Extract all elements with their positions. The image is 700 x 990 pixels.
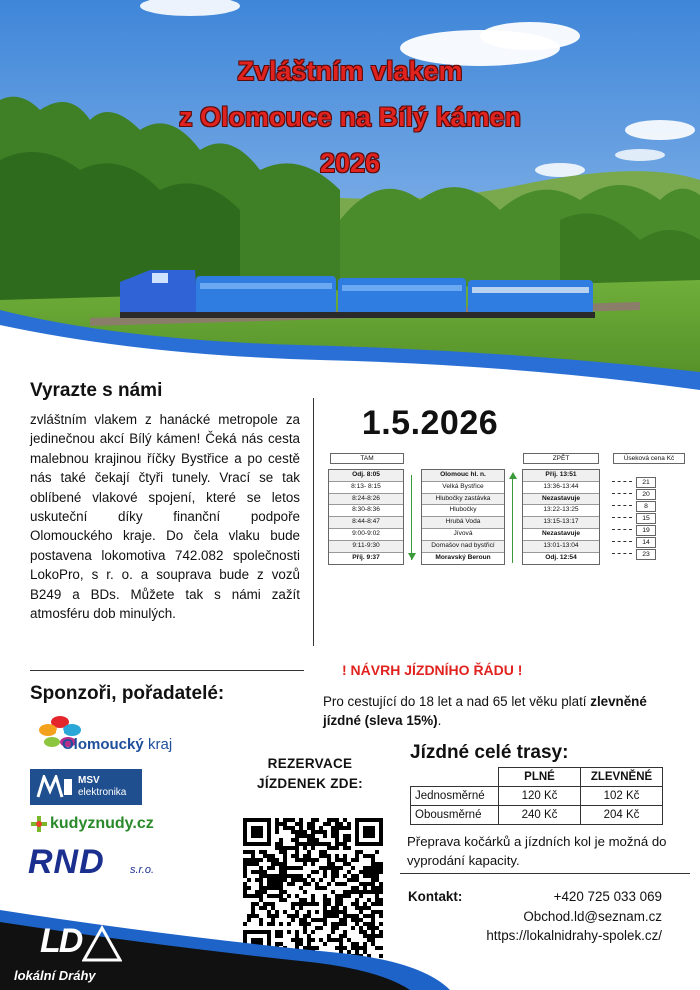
kraj-text: kraj: [148, 736, 173, 753]
olomoucky-kraj-logo[interactable]: [30, 712, 190, 762]
row-label: Jednosměrné: [411, 787, 499, 806]
price-dash: [612, 541, 632, 542]
prices-heading: Jízdné celé trasy:: [410, 742, 569, 763]
mountain-icon: [82, 924, 122, 964]
title-line-2: z Olomouce na Bílý kámen: [178, 102, 522, 132]
reservation-label-line1: REZERVACE: [267, 756, 353, 771]
tam-cell: 9:00-9:02: [329, 529, 403, 541]
contact-email[interactable]: Obchod.ld@seznam.cz: [523, 909, 662, 924]
divider-horizontal: [30, 670, 304, 671]
proposal-heading: ! NÁVRH JÍZDNÍHO ŘÁDU !: [342, 662, 523, 678]
price-table-corner: [411, 768, 499, 787]
station-column: [421, 469, 505, 565]
section-price: 15: [636, 513, 656, 524]
reservation-label-line2: JÍZDENEK ZDE:: [257, 776, 363, 791]
zpet-cell: 13:01-13:04: [523, 541, 599, 553]
contact-divider: [400, 873, 690, 874]
zpet-cell: Příj. 13:51: [523, 470, 599, 482]
arrow-head-down-icon: [408, 553, 416, 560]
tam-column: [328, 469, 404, 565]
kudyznudy-logo[interactable]: [30, 813, 170, 837]
price-table-header: [411, 768, 663, 787]
tam-cell: 8:24-8:26: [329, 494, 403, 506]
sponsors-heading: Sponzoři, pořadatelé:: [30, 683, 225, 704]
msv-mark-icon: [36, 775, 74, 799]
col-reduced: ZLEVNĚNÉ: [581, 768, 663, 787]
zpet-cell: Nezastavuje: [523, 529, 599, 541]
header-price: Úseková cena Kč: [613, 453, 685, 464]
tam-cell: 8:13- 8:15: [329, 482, 403, 494]
contact-label: Kontakt:: [408, 889, 463, 904]
tam-cell: 8:44-8:47: [329, 517, 403, 529]
divider-vertical: [313, 398, 314, 646]
tam-cell: 9:11-9:30: [329, 541, 403, 553]
zpet-cell: 13:22-13:25: [523, 505, 599, 517]
discount-note-prefix: Pro cestující do 18 let a nad 65 let věku platí: [323, 694, 587, 709]
price-dash: [612, 505, 632, 506]
intro-heading: Vyrazte s námi: [30, 380, 163, 401]
price-reduced: 204 Kč: [581, 806, 663, 825]
reservation-label: [240, 754, 380, 794]
kudyznudy-mark-icon: [30, 815, 48, 833]
table-row: [411, 787, 663, 806]
price-reduced: 102 Kč: [581, 787, 663, 806]
price-table: [410, 767, 663, 825]
elektronika-text: elektronika: [78, 787, 127, 798]
title-line-1: Zvláštním vlakem: [237, 56, 463, 86]
down-arrow-icon: [411, 475, 412, 560]
kudyznudy-text: kudyznudy.cz: [50, 815, 154, 832]
discount-note-bold: zlevněné jízdné (sleva 15%): [323, 694, 647, 728]
section-price: 14: [636, 537, 656, 548]
station-cell: Jívová: [422, 529, 504, 541]
station-cell: Hlubočky: [422, 505, 504, 517]
zpet-cell: 13:15-13:17: [523, 517, 599, 529]
header-zpet: ZPĚT: [523, 453, 599, 464]
discount-note: [323, 692, 673, 730]
price-dash: [612, 493, 632, 494]
table-row: [411, 806, 663, 825]
rnd-sro-text: s.r.o.: [130, 864, 155, 876]
stroller-bike-note: Přeprava kočárků a jízdních kol je možná do vyprodání kapacity.: [407, 834, 667, 868]
rnd-logo[interactable]: [28, 844, 168, 884]
lokalni-drahy-logo[interactable]: [10, 920, 130, 990]
price-full: 240 Kč: [499, 806, 581, 825]
station-cell: Hlubočky zastávka: [422, 494, 504, 506]
price-dash: [612, 553, 632, 554]
zpet-cell: Odj. 12:54: [523, 553, 599, 565]
station-cell: Hrubá Voda: [422, 517, 504, 529]
section-price: 8: [636, 501, 656, 512]
header-tam: TAM: [330, 453, 404, 464]
ld-mark: LD: [40, 922, 82, 960]
zpet-column: [522, 469, 600, 565]
station-cell: Velká Bystřice: [422, 482, 504, 494]
col-full: PLNÉ: [499, 768, 581, 787]
ld-text: lokální Dráhy: [14, 968, 96, 983]
section-price: 19: [636, 525, 656, 536]
arrow-head-up-icon: [509, 472, 517, 479]
price-dash: [612, 529, 632, 530]
section-price: 21: [636, 477, 656, 488]
section-price: 23: [636, 549, 656, 560]
contact-phone[interactable]: +420 725 033 069: [553, 889, 662, 904]
tam-cell: 8:30-8:36: [329, 505, 403, 517]
station-cell: Moravský Beroun: [422, 553, 504, 565]
event-date: 1.5.2026: [361, 404, 499, 442]
rnd-text: RND: [28, 843, 105, 881]
price-dash: [612, 481, 632, 482]
discount-note-suffix: .: [437, 713, 442, 728]
row-label: Obousměrné: [411, 806, 499, 825]
price-dash: [612, 517, 632, 518]
contact-web-link[interactable]: https://lokalnidrahy-spolek.cz/: [486, 928, 662, 943]
msv-text: MSV: [78, 775, 100, 786]
zpet-cell: 13:36-13:44: [523, 482, 599, 494]
msv-elektronika-logo[interactable]: [30, 769, 142, 805]
station-cell: Domašov nad bystřicí: [422, 541, 504, 553]
station-cell: Olomouc hl. n.: [422, 470, 504, 482]
section-price: 20: [636, 489, 656, 500]
intro-text: zvláštním vlakem z hanácké metropole za jedinečnou akcí Bílý kámen! Čeká nás cesta malebnou krajinou říčky Bystřice a po cestě nás také čekají čtyři tunely. Vrací se tak oblíbené vlakové spojení, které se letos uskuteční díky finanční podpoře Olomouckého kraje. Do čela vlaku bude postavena lokomotiva 742.082 společnosti LokoPro, s r. o. a souprava bude z vozů B249 a BDs. Můžete tak s námi zažít atmosféru dob minulých.: [30, 412, 300, 622]
price-full: 120 Kč: [499, 787, 581, 806]
title-line-3: 2026: [319, 148, 381, 178]
zpet-cell: Nezastavuje: [523, 494, 599, 506]
olomoucky-text: Olomoucký: [62, 736, 144, 753]
up-arrow-icon: [512, 478, 513, 563]
tam-cell: Odj. 8:05: [329, 470, 403, 482]
hero-banner: [0, 0, 700, 400]
tam-cell: Příj. 9:37: [329, 553, 403, 565]
